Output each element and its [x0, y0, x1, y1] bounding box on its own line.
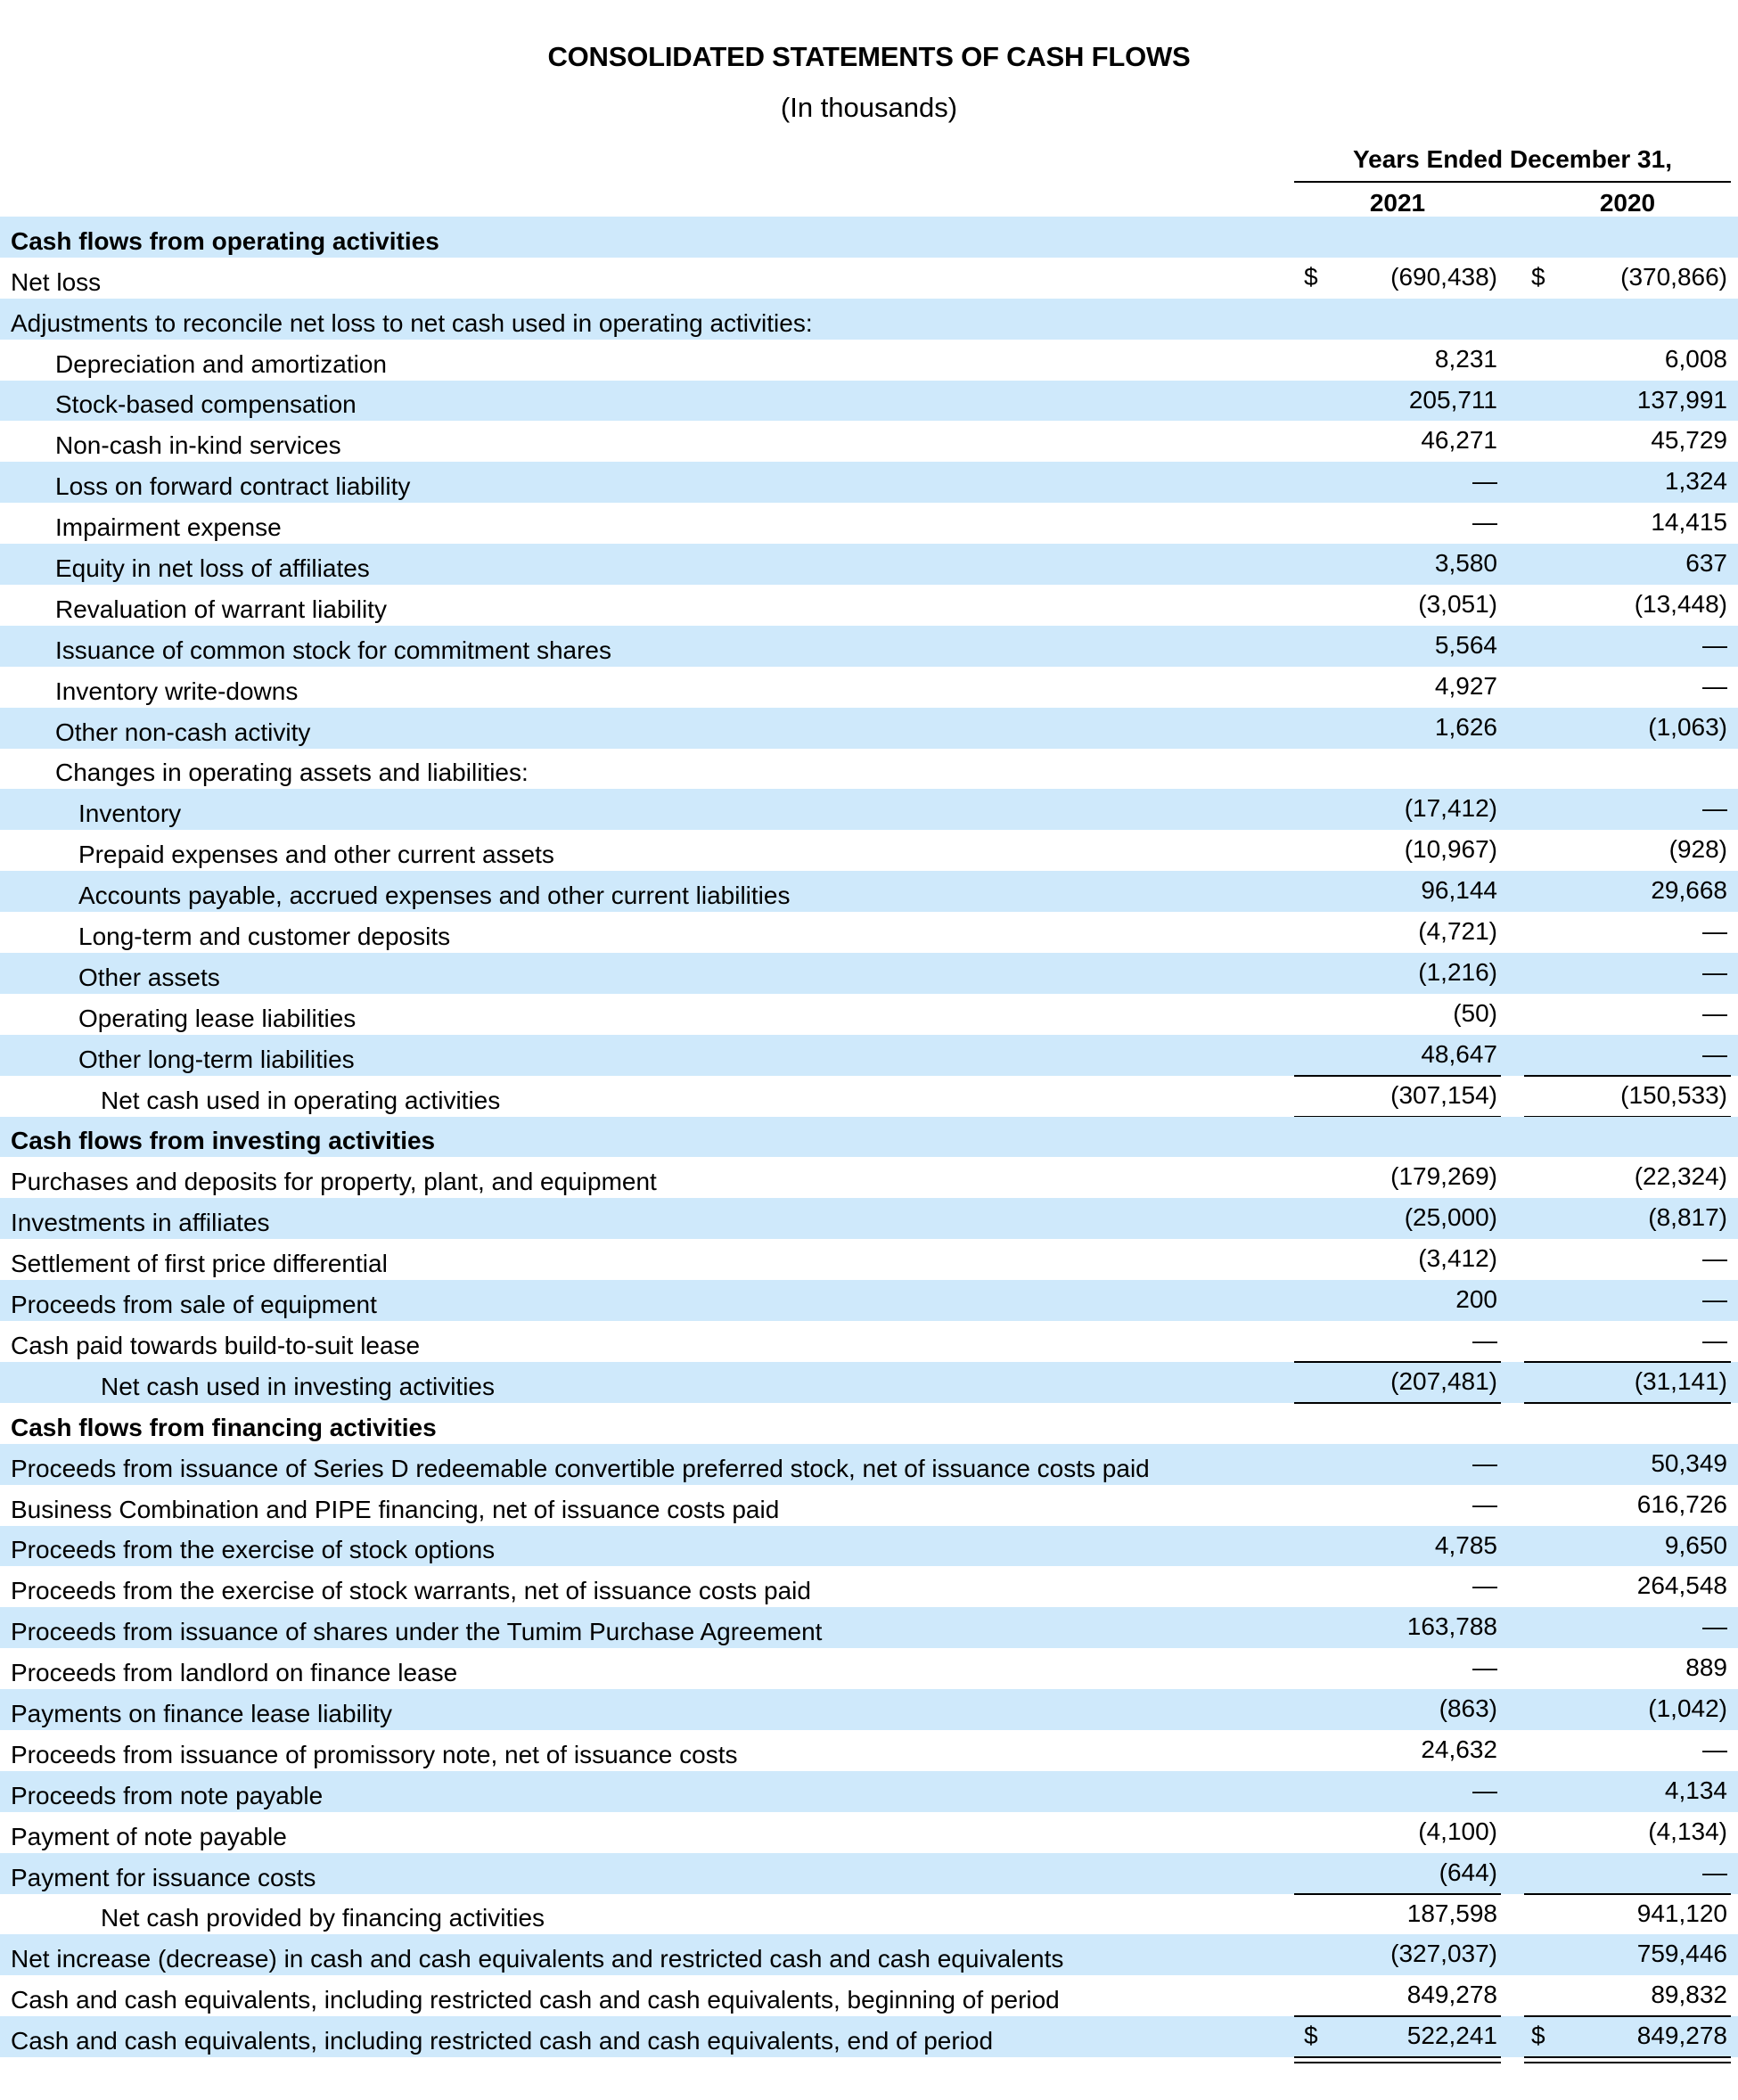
value-2021: (179,269)	[1390, 1162, 1497, 1191]
value-2020: —	[1702, 958, 1727, 987]
row-label: Changes in operating assets and liabilities:	[55, 759, 529, 787]
table-row	[0, 421, 1738, 462]
value-2020: 50,349	[1651, 1448, 1727, 1477]
value-2020: —	[1702, 630, 1727, 659]
value-2021: 48,647	[1421, 1039, 1497, 1068]
table-row	[0, 1239, 1738, 1280]
table-row	[0, 994, 1738, 1035]
row-label: Proceeds from issuance of shares under the Tumim Purchase Agreement	[11, 1618, 823, 1646]
table-row	[0, 912, 1738, 953]
table-row	[0, 1975, 1738, 2016]
table-row	[0, 1362, 1738, 1403]
row-label: Net cash used in investing activities	[101, 1372, 495, 1400]
row-label: Payment for issuance costs	[11, 1863, 316, 1891]
table-row	[0, 462, 1738, 503]
value-2020: 45,729	[1651, 426, 1727, 455]
value-2020: —	[1702, 1039, 1727, 1068]
table-row	[0, 1117, 1738, 1158]
period-header-rule	[1294, 181, 1731, 183]
table-row	[0, 340, 1738, 381]
table-row	[0, 1812, 1738, 1853]
row-label: Payment of note payable	[11, 1822, 287, 1850]
value-2020: —	[1702, 1244, 1727, 1273]
value-2020: (150,533)	[1620, 1080, 1727, 1109]
value-2020: (22,324)	[1634, 1162, 1727, 1191]
statement-subtitle: (In thousands)	[780, 92, 958, 123]
total-rule	[1524, 2015, 1731, 2017]
row-label: Equity in net loss of affiliates	[55, 554, 370, 583]
value-2021: (4,100)	[1418, 1817, 1497, 1845]
value-2021: 8,231	[1434, 344, 1497, 373]
currency-symbol-2021: $	[1304, 262, 1318, 291]
row-label: Net cash provided by financing activities	[101, 1904, 545, 1932]
value-2021: (644)	[1439, 1858, 1497, 1886]
value-2021: 163,788	[1406, 1612, 1497, 1641]
value-2021: 205,711	[1408, 385, 1497, 414]
value-2020: 759,446	[1636, 1940, 1727, 1968]
row-label: Depreciation and amortization	[55, 349, 387, 378]
table-row	[0, 871, 1738, 912]
value-2020: 4,134	[1664, 1776, 1727, 1804]
value-2021: (4,721)	[1418, 917, 1497, 946]
value-2020: —	[1702, 794, 1727, 823]
table-row	[0, 381, 1738, 422]
value-2020: (8,817)	[1648, 1203, 1727, 1232]
total-rule	[1294, 1075, 1501, 1077]
currency-symbol-2020: $	[1531, 2022, 1545, 2050]
row-label: Proceeds from the exercise of stock options	[11, 1536, 496, 1564]
value-2020: —	[1702, 1612, 1727, 1641]
table-row	[0, 258, 1738, 299]
table-row	[0, 1526, 1738, 1567]
year-2021-header: 2021	[1369, 189, 1426, 217]
row-label: Proceeds from issuance of Series D redeemable convertible preferred stock, net of issuance costs paid	[11, 1454, 1150, 1482]
value-2020: —	[1702, 1735, 1727, 1763]
table-row	[0, 1689, 1738, 1730]
row-label: Other assets	[78, 963, 220, 991]
row-label: Investments in affiliates	[11, 1209, 270, 1237]
value-2021: 3,580	[1434, 549, 1497, 578]
value-2021: (1,216)	[1418, 958, 1497, 987]
row-label: Proceeds from the exercise of stock warrants, net of issuance costs paid	[11, 1577, 811, 1605]
row-label: Business Combination and PIPE financing, net of issuance costs paid	[11, 1495, 780, 1523]
table-row	[0, 1035, 1738, 1076]
total-rule	[1294, 1361, 1501, 1363]
table-row	[0, 217, 1738, 258]
value-2020: (1,042)	[1648, 1694, 1727, 1723]
row-label: Proceeds from note payable	[11, 1781, 324, 1809]
row-label: Long-term and customer deposits	[78, 923, 451, 951]
value-2021: 46,271	[1421, 426, 1497, 455]
value-2020: 1,324	[1664, 467, 1727, 496]
table-row	[0, 708, 1738, 749]
row-label: Cash flows from investing activities	[11, 1127, 436, 1155]
total-rule	[1524, 2062, 1731, 2063]
value-2021: —	[1472, 1326, 1497, 1355]
value-2021: 522,241	[1406, 2022, 1497, 2050]
value-2020: 849,278	[1636, 2022, 1727, 2050]
table-row	[0, 544, 1738, 585]
row-label: Accounts payable, accrued expenses and other current liabilities	[78, 882, 791, 910]
value-2020: 89,832	[1651, 1981, 1727, 2009]
row-label: Purchases and deposits for property, plant, and equipment	[11, 1168, 657, 1196]
table-row	[0, 667, 1738, 708]
value-2020: —	[1702, 1285, 1727, 1314]
row-label: Net cash used in operating activities	[101, 1086, 501, 1114]
value-2021: (3,051)	[1418, 590, 1497, 619]
value-2021: (207,481)	[1390, 1366, 1497, 1395]
value-2020: 941,120	[1636, 1899, 1727, 1927]
value-2021: 4,785	[1434, 1530, 1497, 1559]
value-2020: (4,134)	[1648, 1817, 1727, 1845]
value-2020: —	[1702, 1326, 1727, 1355]
table-row	[0, 1485, 1738, 1526]
value-2020: (928)	[1668, 835, 1727, 864]
value-2021: —	[1472, 467, 1497, 496]
value-2020: 889	[1685, 1653, 1727, 1682]
value-2021: 24,632	[1421, 1735, 1497, 1763]
value-2021: 1,626	[1434, 712, 1497, 741]
value-2021: —	[1472, 1489, 1497, 1518]
table-row	[0, 585, 1738, 626]
row-label: Impairment expense	[55, 513, 282, 542]
statement-title: CONSOLIDATED STATEMENTS OF CASH FLOWS	[547, 41, 1191, 72]
value-2020: 29,668	[1651, 876, 1727, 905]
row-label: Net loss	[11, 267, 102, 296]
row-label: Proceeds from issuance of promissory note, net of issuance costs	[11, 1740, 738, 1768]
value-2020: 616,726	[1636, 1489, 1727, 1518]
total-rule	[1524, 1361, 1731, 1363]
value-2020: (1,063)	[1648, 712, 1727, 741]
value-2021: 5,564	[1434, 630, 1497, 659]
total-rule	[1294, 1893, 1501, 1895]
cash-flow-table	[0, 217, 1738, 2057]
row-label: Loss on forward contract liability	[55, 472, 411, 501]
currency-symbol-2021: $	[1304, 2022, 1318, 2050]
row-label: Prepaid expenses and other current assets	[78, 841, 554, 869]
value-2020: 14,415	[1651, 508, 1727, 537]
currency-symbol-2020: $	[1531, 262, 1545, 291]
row-label: Stock-based compensation	[55, 390, 357, 419]
value-2020: 9,650	[1664, 1530, 1727, 1559]
value-2021: —	[1472, 1571, 1497, 1600]
row-label: Non-cash in-kind services	[55, 431, 341, 460]
value-2020: 637	[1685, 549, 1727, 578]
table-row	[0, 1280, 1738, 1321]
row-label: Cash and cash equivalents, including restricted cash and cash equivalents, end of period	[11, 2027, 994, 2055]
year-2020-header: 2020	[1599, 189, 1656, 217]
value-2020: (13,448)	[1634, 590, 1727, 619]
value-2021: (25,000)	[1404, 1203, 1497, 1232]
table-row	[0, 2016, 1738, 2057]
table-row	[0, 1730, 1738, 1771]
table-row	[0, 299, 1738, 340]
value-2020: —	[1702, 671, 1727, 700]
row-label: Issuance of common stock for commitment shares	[55, 636, 611, 664]
row-label: Cash paid towards build-to-suit lease	[11, 1331, 421, 1359]
row-label: Cash flows from financing activities	[11, 1413, 437, 1441]
value-2020: 264,548	[1636, 1571, 1727, 1600]
value-2021: —	[1472, 1776, 1497, 1804]
row-label: Cash flows from operating activities	[11, 226, 439, 255]
row-label: Net increase (decrease) in cash and cash equivalents and restricted cash and cash equivalents	[11, 1945, 1064, 1973]
value-2021: 200	[1455, 1285, 1497, 1314]
table-row	[0, 503, 1738, 544]
row-label: Payments on finance lease liability	[11, 1699, 393, 1727]
table-row	[0, 749, 1738, 790]
row-label: Other non-cash activity	[55, 718, 311, 746]
value-2020: (370,866)	[1620, 262, 1727, 291]
value-2020: (31,141)	[1634, 1366, 1727, 1395]
value-2021: 849,278	[1406, 1981, 1497, 2009]
table-row	[0, 1607, 1738, 1648]
value-2020: —	[1702, 917, 1727, 946]
table-row	[0, 1853, 1738, 1894]
value-2021: (327,037)	[1390, 1940, 1497, 1968]
table-row	[0, 1444, 1738, 1485]
value-2020: 137,991	[1636, 385, 1727, 414]
value-2020: —	[1702, 1858, 1727, 1886]
value-2021: 4,927	[1434, 671, 1497, 700]
value-2021: 96,144	[1421, 876, 1497, 905]
table-row	[0, 1934, 1738, 1975]
value-2021: (50)	[1453, 998, 1497, 1027]
row-label: Other long-term liabilities	[78, 1045, 355, 1073]
row-label: Inventory write-downs	[55, 677, 299, 705]
table-row	[0, 1076, 1738, 1117]
total-rule	[1294, 2062, 1501, 2063]
value-2021: (863)	[1439, 1694, 1497, 1723]
value-2021: (690,438)	[1390, 262, 1497, 291]
value-2020: —	[1702, 998, 1727, 1027]
table-row	[0, 789, 1738, 830]
table-row	[0, 1157, 1738, 1198]
table-row	[0, 1566, 1738, 1607]
table-row	[0, 1648, 1738, 1689]
table-row	[0, 830, 1738, 871]
value-2020: 6,008	[1664, 344, 1727, 373]
row-label: Operating lease liabilities	[78, 1004, 357, 1032]
value-2021: —	[1472, 1653, 1497, 1682]
table-row	[0, 1403, 1738, 1444]
total-rule	[1294, 2056, 1501, 2058]
value-2021: (10,967)	[1404, 835, 1497, 864]
row-label: Revaluation of warrant liability	[55, 595, 387, 623]
table-row	[0, 1894, 1738, 1935]
value-2021: —	[1472, 508, 1497, 537]
table-row	[0, 1198, 1738, 1239]
row-label: Cash and cash equivalents, including restricted cash and cash equivalents, beginning of period	[11, 1986, 1060, 2014]
row-label: Proceeds from sale of equipment	[11, 1291, 377, 1319]
value-2021: (307,154)	[1390, 1080, 1497, 1109]
total-rule	[1524, 1075, 1731, 1077]
value-2021: 187,598	[1406, 1899, 1497, 1927]
value-2021: —	[1472, 1448, 1497, 1477]
row-label: Inventory	[78, 800, 182, 828]
period-header: Years Ended December 31,	[1353, 145, 1672, 173]
table-row	[0, 1321, 1738, 1362]
row-label: Proceeds from landlord on finance lease	[11, 1659, 458, 1687]
value-2021: (17,412)	[1404, 794, 1497, 823]
total-rule	[1524, 1893, 1731, 1895]
value-2021: (3,412)	[1418, 1244, 1497, 1273]
table-row	[0, 626, 1738, 667]
table-row	[0, 1771, 1738, 1812]
total-rule	[1524, 2056, 1731, 2058]
row-label: Settlement of first price differential	[11, 1250, 388, 1278]
row-label: Adjustments to reconcile net loss to net cash used in operating activities:	[11, 308, 813, 337]
table-row	[0, 953, 1738, 994]
total-rule	[1294, 2015, 1501, 2017]
